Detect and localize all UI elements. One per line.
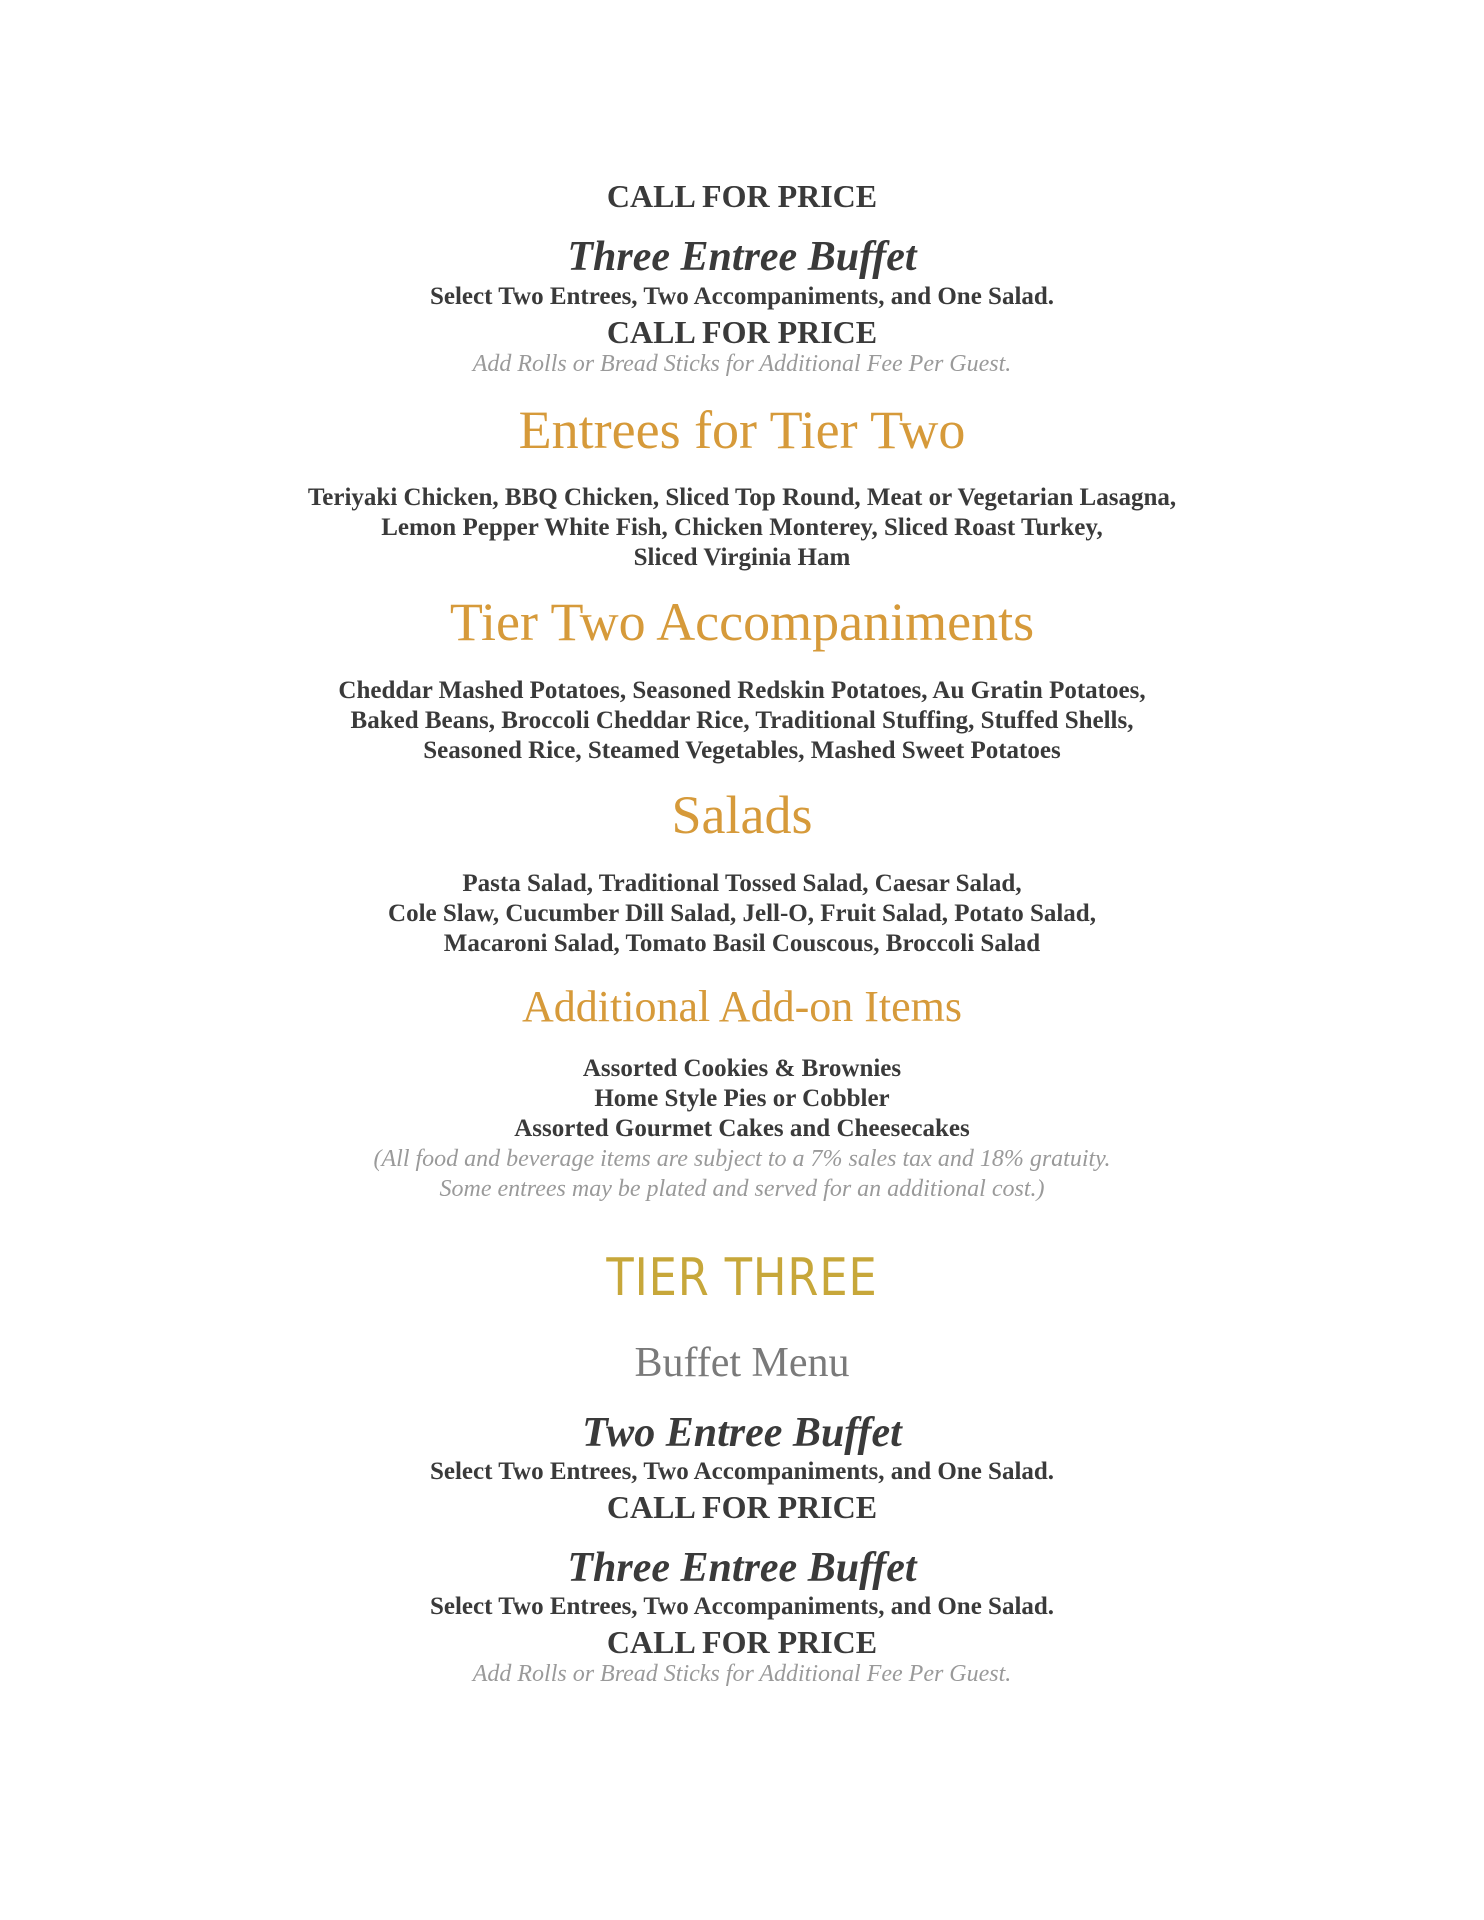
addons-line-2: Home Style Pies or Cobbler bbox=[594, 1085, 890, 1112]
three-entree-buffet-note: Add Rolls or Bread Sticks for Additional Fee Per Guest. bbox=[472, 351, 1012, 377]
entrees-line-3: Sliced Virginia Ham bbox=[633, 544, 851, 571]
three-entree-buffet-price: CALL FOR PRICE bbox=[606, 314, 878, 350]
two-entree-buffet-title: Two Entree Buffet bbox=[582, 1410, 902, 1456]
salads-line-2: Cole Slaw, Cucumber Dill Salad, Jell-O, Fruit Salad, Potato Salad, bbox=[388, 900, 1096, 927]
accompaniments-line-1: Cheddar Mashed Potatoes, Seasoned Redskin Potatoes, Au Gratin Potatoes, bbox=[338, 677, 1146, 704]
tier-three-three-entree-description: Select Two Entrees, Two Accompaniments, and One Salad. bbox=[429, 1593, 1055, 1620]
accompaniments-heading: Tier Two Accompaniments bbox=[449, 592, 1035, 652]
tax-note-line-2: Some entrees may be plated and served for an additional cost.) bbox=[439, 1176, 1045, 1202]
addons-line-3: Assorted Gourmet Cakes and Cheesecakes bbox=[514, 1115, 970, 1142]
salads-line-3: Macaroni Salad, Tomato Basil Couscous, Broccoli Salad bbox=[443, 930, 1041, 957]
tier-three-three-entree-price: CALL FOR PRICE bbox=[606, 1624, 878, 1660]
tax-note-line-1: (All food and beverage items are subject to a 7% sales tax and 18% gratuity. bbox=[373, 1146, 1111, 1172]
addons-heading: Additional Add-on Items bbox=[522, 982, 962, 1031]
entrees-heading: Entrees for Tier Two bbox=[518, 400, 966, 460]
salads-heading: Salads bbox=[671, 785, 813, 845]
three-entree-buffet-description: Select Two Entrees, Two Accompaniments, and One Salad. bbox=[429, 283, 1055, 310]
two-entree-buffet-price: CALL FOR PRICE bbox=[606, 1489, 878, 1525]
addons-line-1: Assorted Cookies & Brownies bbox=[582, 1055, 902, 1082]
tier-three-heading: TIER THREE bbox=[606, 1248, 878, 1308]
accompaniments-line-3: Seasoned Rice, Steamed Vegetables, Mashed Sweet Potatoes bbox=[423, 737, 1061, 764]
entrees-line-1: Teriyaki Chicken, BBQ Chicken, Sliced Top Round, Meat or Vegetarian Lasagna, bbox=[307, 484, 1177, 511]
accompaniments-line-2: Baked Beans, Broccoli Cheddar Rice, Traditional Stuffing, Stuffed Shells, bbox=[350, 707, 1134, 734]
tier-three-three-entree-title: Three Entree Buffet bbox=[567, 1545, 917, 1591]
three-entree-buffet-title: Three Entree Buffet bbox=[567, 234, 917, 280]
two-entree-buffet-description: Select Two Entrees, Two Accompaniments, and One Salad. bbox=[429, 1458, 1055, 1485]
top-price-label: CALL FOR PRICE bbox=[606, 178, 878, 214]
buffet-menu-subheading: Buffet Menu bbox=[634, 1340, 850, 1386]
tier-three-three-entree-note: Add Rolls or Bread Sticks for Additional Fee Per Guest. bbox=[472, 1661, 1012, 1687]
entrees-line-2: Lemon Pepper White Fish, Chicken Monterey, Sliced Roast Turkey, bbox=[381, 514, 1103, 541]
salads-line-1: Pasta Salad, Traditional Tossed Salad, Caesar Salad, bbox=[462, 870, 1022, 897]
